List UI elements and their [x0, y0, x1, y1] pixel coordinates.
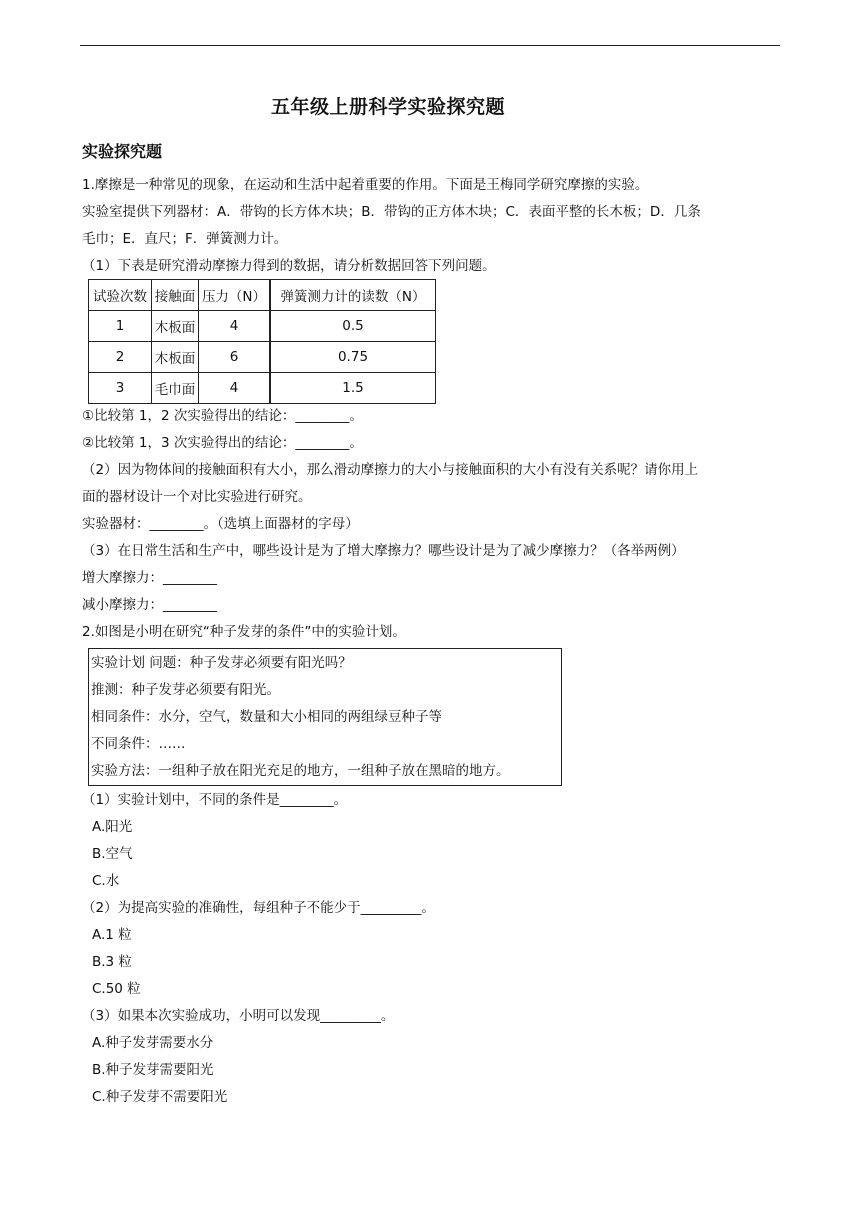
- table-cell: 3: [89, 373, 152, 404]
- table-cell: 木板面: [152, 342, 199, 373]
- plan-line: 不同条件：……: [91, 736, 186, 752]
- q1-materials-line2: 毛巾；E．直尺；F．弹簧测力计。: [82, 231, 288, 247]
- plan-line: 相同条件：水分，空气，数量和大小相同的两组绿豆种子等: [91, 709, 442, 725]
- experiment-plan-box: [88, 648, 562, 786]
- q2-sub1-option-c: C.水: [92, 873, 120, 889]
- q1-increase-friction: 增大摩擦力：________: [82, 570, 217, 586]
- table-cell: 4: [199, 373, 271, 404]
- q2-intro: 2.如图是小明在研究“种子发芽的条件”中的实验计划。: [82, 624, 406, 640]
- q1-equipment: 实验器材：________。（选填上面器材的字母）: [82, 516, 359, 532]
- table-header-cell: 接触面: [152, 280, 199, 311]
- table-header-cell: 试验次数: [89, 280, 152, 311]
- table-cell: 1: [89, 311, 152, 342]
- table-header-row: [89, 280, 436, 311]
- q2-sub2-option-c: C.50 粒: [92, 981, 141, 997]
- table-cell: 0.5: [270, 311, 436, 342]
- table-row: [89, 373, 436, 404]
- table-cell: 毛巾面: [152, 373, 199, 404]
- q2-sub2-option-b: B.3 粒: [92, 954, 132, 970]
- table-cell: 0.75: [270, 342, 436, 373]
- q2-sub2-option-a: A.1 粒: [92, 927, 132, 943]
- q1-compare2: ②比较第 1，3 次实验得出的结论：________。: [82, 435, 363, 451]
- q1-part3-prompt: （3）在日常生活和生产中，哪些设计是为了增大摩擦力？哪些设计是为了减少摩擦力？（各举两例）: [82, 543, 685, 559]
- table-cell: 1.5: [270, 373, 436, 404]
- friction-data-table: [88, 279, 436, 404]
- table-header-cell: 压力（N）: [199, 280, 271, 311]
- q1-intro: 1.摩擦是一种常见的现象，在运动和生活中起着重要的作用。下面是王梅同学研究摩擦的实验。: [82, 177, 649, 193]
- q1-part2-line2: 面的器材设计一个对比实验进行研究。: [82, 489, 312, 505]
- q1-part1-prompt: （1）下表是研究滑动摩擦力得到的数据，请分析数据回答下列问题。: [82, 258, 496, 274]
- table-cell: 4: [199, 311, 271, 342]
- table-row: [89, 311, 436, 342]
- plan-line: 实验计划 问题：种子发芽必须要有阳光吗？: [91, 655, 352, 671]
- q2-sub2-prompt: （2）为提高实验的准确性，每组种子不能少于_________。: [82, 900, 435, 916]
- table-cell: 木板面: [152, 311, 199, 342]
- q2-sub1-prompt: （1）实验计划中，不同的条件是________。: [82, 792, 348, 808]
- q2-sub3-option-b: B.种子发芽需要阳光: [92, 1062, 214, 1078]
- q1-materials-line1: 实验室提供下列器材：A．带钩的长方体木块；B．带钩的正方体木块；C．表面平整的长木板；D．几条: [82, 204, 701, 220]
- page-title: 五年级上册科学实验探究题: [270, 96, 505, 118]
- q1-compare1: ①比较第 1，2 次实验得出的结论：________。: [82, 408, 363, 424]
- q2-sub3-option-a: A.种子发芽需要水分: [92, 1035, 214, 1051]
- q2-sub1-option-a: A.阳光: [92, 819, 133, 835]
- header-rule: [80, 45, 780, 46]
- section-heading: 实验探究题: [82, 142, 163, 161]
- q2-sub1-option-b: B.空气: [92, 846, 133, 862]
- table-cell: 6: [199, 342, 271, 373]
- q2-sub3-prompt: （3）如果本次实验成功，小明可以发现_________。: [82, 1008, 395, 1024]
- table-header-cell: 弹簧测力计的读数（N）: [270, 280, 436, 311]
- q1-part2-line1: （2）因为物体间的接触面积有大小，那么滑动摩擦力的大小与接触面积的大小有没有关系呢？请你用上: [82, 462, 699, 478]
- table-cell: 2: [89, 342, 152, 373]
- q1-decrease-friction: 减小摩擦力：________: [82, 597, 217, 613]
- table-row: [89, 342, 436, 373]
- plan-line: 推测：种子发芽必须要有阳光。: [91, 682, 280, 698]
- q2-sub3-option-c: C.种子发芽不需要阳光: [92, 1089, 228, 1105]
- plan-line: 实验方法：一组种子放在阳光充足的地方，一组种子放在黑暗的地方。: [91, 763, 510, 779]
